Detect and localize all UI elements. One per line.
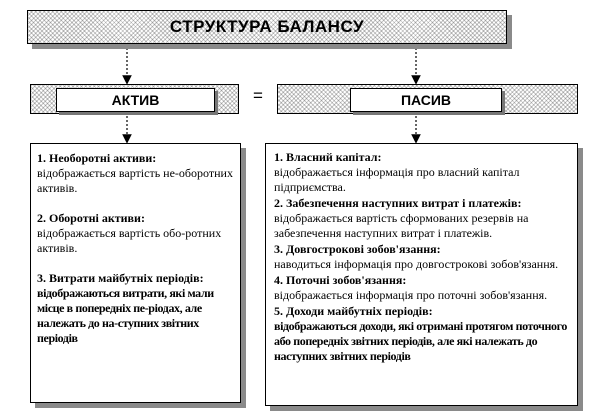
pasyv-item-description: наводиться інформація про довгострокові зобов'язання.	[274, 257, 559, 271]
pasyv-item	[274, 242, 570, 272]
pasyv-items-box	[265, 143, 578, 406]
pasyv-item-heading: 2. Забезпечення наступних витрат і платежів:	[274, 196, 522, 210]
aktiv-item-heading: 1. Необоротні активи:	[37, 151, 157, 165]
pasyv-label: ПАСИВ	[400, 92, 452, 108]
title-box	[27, 10, 507, 44]
pasyv-item	[274, 304, 570, 364]
pasyv-item-description: відображаються доходи, які отримані протягом поточного або попередніх звітних періодів, але які належать до наступних звітних періодів	[274, 319, 568, 363]
diagram-title: СТРУКТУРА БАЛАНСУ	[169, 17, 365, 36]
pasyv-item-heading: 1. Власний капітал:	[274, 150, 382, 164]
aktiv-item-description: відображаються витрати, які мали місце в попередніх пе-ріодах, але належать до на-ступних звітних періодів	[37, 286, 214, 345]
aktiv-item-description: відображається вартість не-оборотних активів.	[37, 166, 233, 195]
aktiv-item	[37, 151, 234, 196]
pasyv-item-description: відображається вартість сформованих резервів на забезпечення наступних витрат і платежів.	[274, 211, 529, 240]
aktiv-label: АКТИВ	[111, 92, 160, 108]
pasyv-item-description: відображається інформація про поточні зобов'язання.	[274, 288, 548, 302]
aktiv-label-box	[56, 88, 215, 112]
pasyv-item	[274, 196, 570, 241]
pasyv-item-heading: 5. Доходи майбутніх періодів:	[274, 304, 433, 318]
aktiv-items-box	[30, 143, 241, 403]
aktiv-item-description: відображається вартість обо-ротних активів.	[37, 226, 222, 255]
aktiv-item	[37, 211, 234, 256]
pasyv-item-heading: 3. Довгострокові зобов'язання:	[274, 242, 441, 256]
pasyv-label-box	[350, 88, 502, 112]
equals-sign: =	[253, 86, 263, 105]
pasyv-item	[274, 273, 570, 303]
aktiv-item-heading: 3. Витрати майбутніх періодів:	[37, 271, 204, 285]
pasyv-item-description: відображається інформація про власний капітал підприємства.	[274, 165, 520, 194]
aktiv-item-heading: 2. Оборотні активи:	[37, 211, 145, 225]
pasyv-item	[274, 150, 570, 195]
aktiv-item	[37, 271, 234, 346]
pasyv-item-heading: 4. Поточні зобов'язання:	[274, 273, 407, 287]
